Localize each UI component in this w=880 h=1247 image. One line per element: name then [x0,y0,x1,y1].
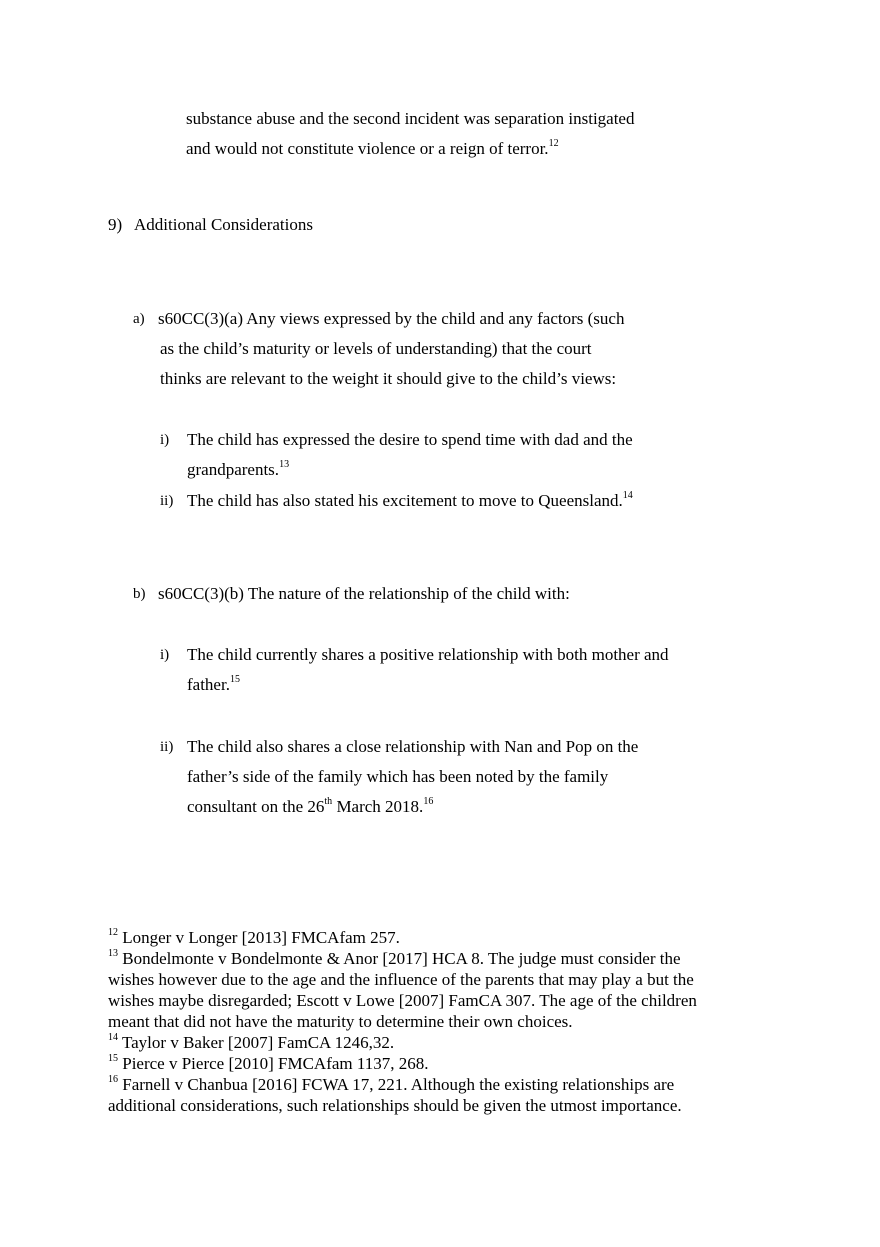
item-a-sub-i-marker: i) [160,432,170,448]
continuation-line-2 [186,134,559,164]
section-9-title: Additional Considerations [134,215,313,234]
item-a-marker: a) [133,311,145,327]
item-a-sub-ii-line-1-text: The child has also stated his excitement to move to Queensland. [187,491,623,510]
footnote-16 [108,1074,708,1116]
footnote-number-14: 14 [108,1032,118,1044]
item-a-sub-i-line-2-text: grandparents. [187,460,280,479]
item-b-sub-ii-marker: ii) [160,739,174,755]
footnote-12 [108,927,708,948]
continuation-line-2-text: and would not constitute violence or a reign of terror. [186,139,549,158]
footnote-ref-13[interactable]: 13 [279,459,290,471]
item-b-sub-ii-line-3 [187,792,433,822]
footnote-ref-14[interactable]: 14 [622,490,633,502]
footnote-13 [108,948,708,1032]
item-b-line-1: s60CC(3)(b) The nature of the relationship of the child with: [158,584,570,603]
item-b-sub-ii-line-3-pre: consultant on the 26 [187,797,325,816]
item-b-marker: b) [133,586,146,602]
item-b-sub-ii-line-2: father’s side of the family which has been noted by the family [187,767,609,786]
footnote-number-12: 12 [108,927,118,939]
item-b-sub-i-line-2 [187,670,240,700]
footnote-ref-16[interactable]: 16 [423,796,434,808]
footnote-text-13: Bondelmonte v Bondelmonte & Anor [2017] HCA 8. The judge must consider the wishes however due to the age and the influence of the parents that may play a but the wishes maybe disregarded; Escott v Lowe [2007] FamCA 307. The age of the children meant that did not have the maturity to determine their own choices. [108,949,697,1031]
item-a-line-2: as the child’s maturity or levels of understanding) that the court [160,339,592,358]
footnote-number-16: 16 [108,1074,118,1086]
item-b-sub-i-line-2-text: father. [187,675,230,694]
item-a-sub-i-line-1: The child has expressed the desire to spend time with dad and the [187,430,633,449]
section-9-number: 9) [108,215,123,234]
footnote-text-16: Farnell v Chanbua [2016] FCWA 17, 221. Although the existing relationships are additional considerations, such relationships should be given the utmost importance. [108,1075,682,1115]
footnote-number-13: 13 [108,948,118,960]
footnote-number-15: 15 [108,1053,118,1065]
item-a-line-1: s60CC(3)(a) Any views expressed by the child and any factors (such [158,309,625,328]
ordinal-suffix: th [324,796,333,808]
item-b-sub-i-marker: i) [160,647,170,663]
item-a-sub-ii-line-1 [187,486,633,516]
item-a-sub-i-line-2 [187,455,289,485]
footnote-text-14: Taylor v Baker [2007] FamCA 1246,32. [118,1033,395,1052]
item-b-sub-ii-line-3-post: March 2018. [332,797,424,816]
item-a-line-3: thinks are relevant to the weight it should give to the child’s views: [160,369,617,388]
footnote-ref-15[interactable]: 15 [229,674,240,686]
item-b-sub-i-line-1: The child currently shares a positive relationship with both mother and [187,645,669,664]
continuation-line-1: substance abuse and the second incident was separation instigated [186,109,635,128]
footnote-ref-12[interactable]: 12 [548,138,559,150]
item-b-sub-ii-line-1: The child also shares a close relationship with Nan and Pop on the [187,737,639,756]
footnote-15 [108,1053,708,1074]
item-a-sub-ii-marker: ii) [160,493,174,509]
footnote-14 [108,1032,708,1053]
footnote-text-12: Longer v Longer [2013] FMCAfam 257. [118,928,400,947]
footnote-text-15: Pierce v Pierce [2010] FMCAfam 1137, 268. [118,1054,429,1073]
footnotes-section [108,927,708,1116]
